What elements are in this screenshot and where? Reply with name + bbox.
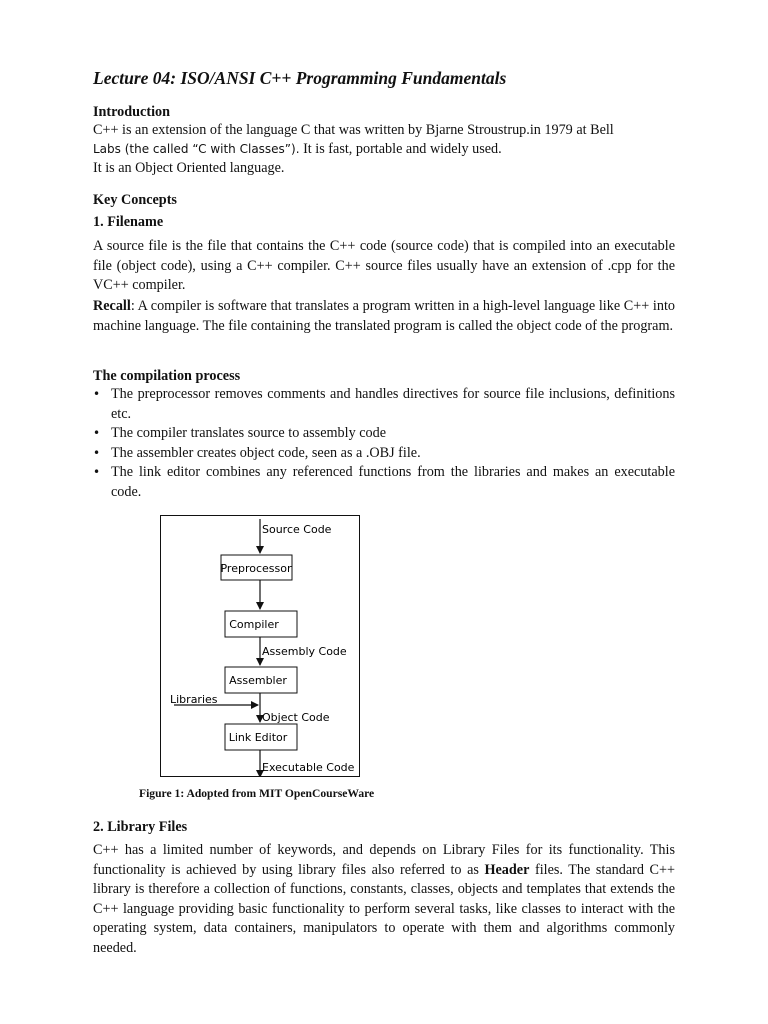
label-assembler: Assembler bbox=[229, 674, 287, 687]
recall-text: : A compiler is software that translates a program written in a high-level language like C++ into machine language. The file containing the translated program is called the object code of the program. bbox=[93, 298, 675, 334]
list-item: • The preprocessor removes comments and handles directives for source file inclusions, definitions etc. bbox=[93, 385, 675, 424]
compilation-list bbox=[93, 385, 675, 503]
label-object-code: Object Code bbox=[262, 711, 330, 724]
page-title: Lecture 04: ISO/ANSI C++ Programming Fundamentals bbox=[93, 68, 507, 88]
filename-paragraph: A source file is the file that contains the C++ code (source code) that is compiled into an executable file (object code), using a C++ compiler. C++ source files usually have an extension of .cpp for the VC++ compiler. bbox=[93, 238, 675, 294]
label-assembly-code: Assembly Code bbox=[262, 645, 347, 658]
recall-label: Recall bbox=[93, 298, 131, 314]
label-source-code: Source Code bbox=[262, 523, 332, 536]
compilation-flow-diagram bbox=[160, 515, 360, 777]
intro-labs-text: Labs (the called “C with Classes”). bbox=[93, 142, 300, 156]
recall-paragraph bbox=[93, 297, 675, 336]
list-item: • The assembler creates object code, seen as a .OBJ file. bbox=[93, 444, 675, 464]
intro-heading: Introduction bbox=[93, 104, 170, 120]
label-libraries: Libraries bbox=[170, 693, 218, 706]
library-heading: 2. Library Files bbox=[93, 819, 188, 835]
label-link-editor: Link Editor bbox=[228, 731, 288, 744]
filename-heading: 1. Filename bbox=[93, 214, 164, 230]
library-text-pre: C++ has a limited number of keywords, and depends on Library Files for its functionality. This functionality is achieved by using library files also referred to as bbox=[93, 842, 675, 878]
label-executable-code: Executable Code bbox=[262, 761, 355, 774]
intro-line-3: It is an Object Oriented language. bbox=[93, 160, 285, 176]
label-compiler: Compiler bbox=[229, 618, 279, 631]
library-header-term: Header bbox=[484, 861, 530, 878]
compilation-heading: The compilation process bbox=[93, 368, 241, 384]
key-concepts-heading: Key Concepts bbox=[93, 192, 177, 208]
list-item: • The compiler translates source to assembly code bbox=[93, 424, 675, 444]
figure-caption: Figure 1: Adopted from MIT OpenCourseWare bbox=[139, 787, 375, 800]
list-item: • The link editor combines any referenced functions from the libraries and makes an executable code. bbox=[93, 463, 675, 502]
intro-fast-text: It is fast, portable and widely used. bbox=[299, 141, 502, 157]
label-preprocessor: Preprocessor bbox=[220, 562, 292, 575]
intro-line-2 bbox=[93, 140, 675, 160]
intro-line-1: C++ is an extension of the language C that was written by Bjarne Stroustrup.in 1979 at Bell bbox=[93, 122, 614, 138]
library-paragraph bbox=[93, 841, 675, 959]
library-text-post: files. The standard C++ library is therefore a collection of functions, constants, classes, objects and templates that extends the C++ language providing basic functionality to perform several tasks, like classes to interact with the operating system, data containers, manipulators to operate with them and algorithms commonly needed. bbox=[93, 861, 675, 956]
